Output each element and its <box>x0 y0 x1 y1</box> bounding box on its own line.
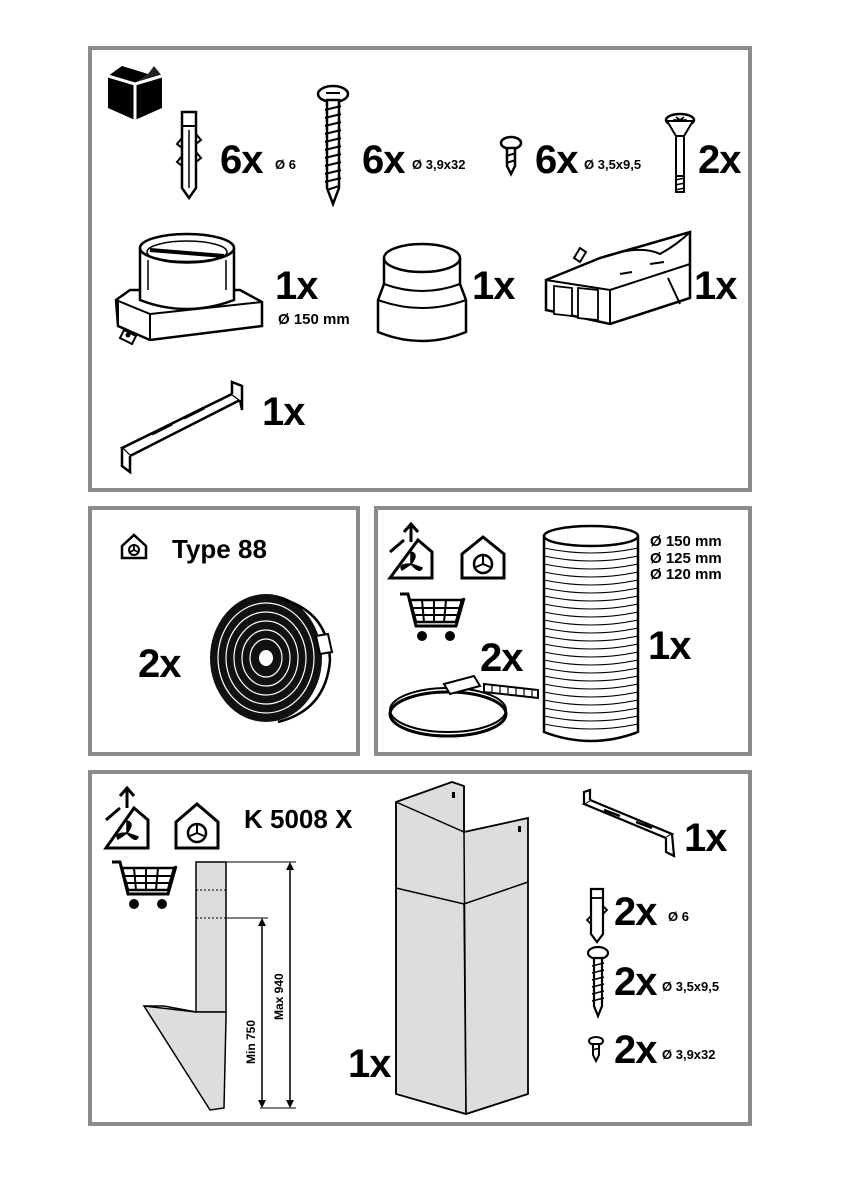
chimney-model-title: K 5008 X <box>244 804 353 834</box>
chimney-extension-panel <box>88 770 752 1126</box>
filter-type-title: Type 88 <box>172 534 267 564</box>
mounting-bracket-icon <box>118 380 248 480</box>
mounting-bracket-icon <box>580 790 680 860</box>
exhaust-house-icon <box>102 788 152 850</box>
duct-size-150: Ø 150 mm <box>650 533 722 550</box>
wall-plug-qty: 6x <box>220 138 263 182</box>
plug-qty: 2x <box>614 890 657 934</box>
carbon-filter-icon <box>198 580 338 730</box>
min-height-label: Min 750 <box>244 1019 258 1064</box>
hose-clamp-icon <box>384 670 540 742</box>
plug-size: Ø 6 <box>668 909 689 924</box>
long-screw-icon <box>316 84 350 206</box>
chimney-qty: 1x <box>348 1042 391 1086</box>
duct-qty: 1x <box>648 624 691 668</box>
carbon-filter-panel <box>88 506 360 756</box>
max-height-label: Max 940 <box>272 973 286 1020</box>
screw2-qty: 2x <box>614 1028 657 1072</box>
wall-plug-icon <box>176 108 202 200</box>
bracket-qty: 1x <box>684 816 727 860</box>
long-screw-size: Ø 3,9x32 <box>412 157 466 172</box>
safety-screw-qty: 2x <box>698 138 741 182</box>
reducer-qty: 1x <box>472 264 515 308</box>
chimney-cover-icon <box>388 778 538 1118</box>
duct-size-list <box>650 534 722 584</box>
short-screw-icon <box>500 136 522 176</box>
safety-screw-icon <box>664 112 696 202</box>
clamp-qty: 2x <box>480 636 523 680</box>
recirculation-house-icon <box>458 534 508 580</box>
backflow-valve-icon <box>110 230 270 350</box>
short-screw-size: Ø 3,5x9,5 <box>584 157 642 172</box>
wall-plug-icon <box>586 886 608 944</box>
exhaust-house-icon <box>386 524 436 580</box>
valve-size: Ø 150 mm <box>278 311 350 328</box>
duct-size-120: Ø 120 mm <box>650 566 722 583</box>
bracket-qty: 1x <box>262 390 305 434</box>
duct-size-125: Ø 125 mm <box>650 549 722 567</box>
short-screw-icon <box>588 1036 604 1062</box>
shopping-cart-icon <box>398 590 468 646</box>
valve-qty: 1x <box>275 264 318 308</box>
flexible-duct-icon <box>538 524 644 746</box>
long-screw-icon <box>586 946 610 1018</box>
recirculation-house-icon <box>120 532 148 560</box>
package-box-icon <box>104 64 166 126</box>
filter-qty: 2x <box>138 642 181 686</box>
screw1-size: Ø 3,5x9,5 <box>662 979 720 994</box>
screw1-qty: 2x <box>614 960 657 1004</box>
short-screw-qty: 6x <box>535 138 578 182</box>
long-screw-qty: 6x <box>362 138 405 182</box>
duct-kit-panel <box>374 506 752 756</box>
air-deflector-icon <box>540 218 696 346</box>
wall-plug-size: Ø 6 <box>275 157 296 172</box>
accessories-panel <box>88 46 752 492</box>
screw2-size: Ø 3,9x32 <box>662 1047 716 1062</box>
deflector-qty: 1x <box>694 264 737 308</box>
reducer-ring-icon <box>374 238 470 348</box>
recirculation-house-icon <box>172 800 222 850</box>
